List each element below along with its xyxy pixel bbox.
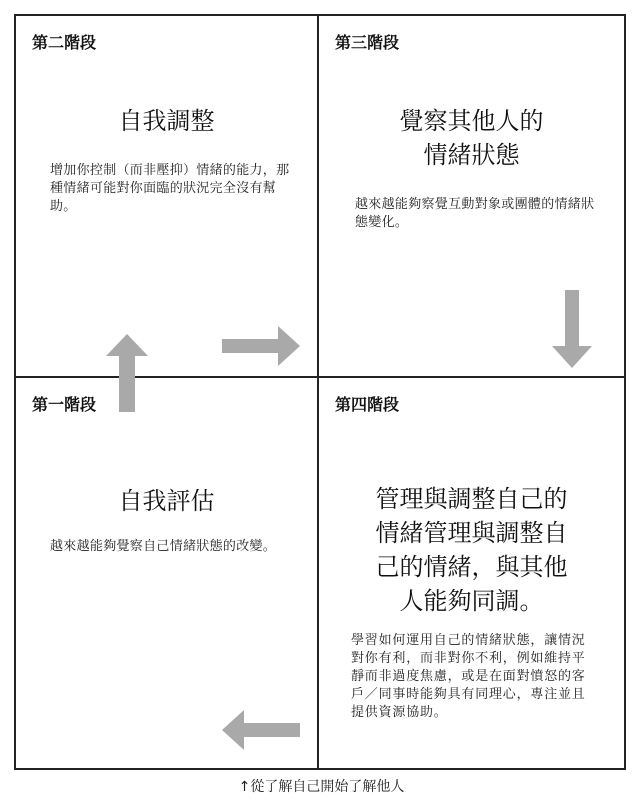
- quadrant-description: 學習如何運用自己的情緒狀態，讓情況對你有利，而非對你不利，例如維持平靜而非過度焦慮，或是在面對憤怒的客戶／同事時能夠具有同理心，專注並且提供資源協助。: [351, 633, 586, 720]
- arrow-left-icon: [222, 710, 300, 750]
- arrow-up-icon: [106, 334, 148, 412]
- quadrant-heading: 自我調整: [118, 107, 215, 135]
- arrow-down-icon: [552, 290, 592, 368]
- stage-label: 第二階段: [32, 33, 97, 52]
- diagram-caption: ↑從了解自己開始了解他人: [238, 779, 405, 795]
- arrow-right-icon: [222, 326, 300, 366]
- quadrant-heading: 自我評估: [118, 487, 215, 515]
- quadrant-description: 增加你控制（而非壓抑）情緒的能力，那種情緒可能對你面臨的狀況完全沒有幫助。: [50, 163, 290, 214]
- stage-label: 第四階段: [335, 395, 400, 414]
- quadrant-heading: 覺察其他人的 情緒狀態: [399, 107, 544, 169]
- quadrant-heading: 管理與調整自己的 情緒管理與調整自 己的情緒，與其他 人能夠同調。: [375, 485, 568, 615]
- quadrant-description: 越來越能夠覺察自己情緒狀態的改變。: [50, 539, 277, 554]
- quadrant-stage-four: [319, 378, 624, 768]
- stage-label: 第三階段: [335, 33, 400, 52]
- quadrant-stage-two: [16, 16, 317, 376]
- quadrant-description: 越來越能夠察覺互動對象或團體的情緒狀態變化。: [355, 197, 595, 230]
- stage-label: 第一階段: [32, 395, 97, 414]
